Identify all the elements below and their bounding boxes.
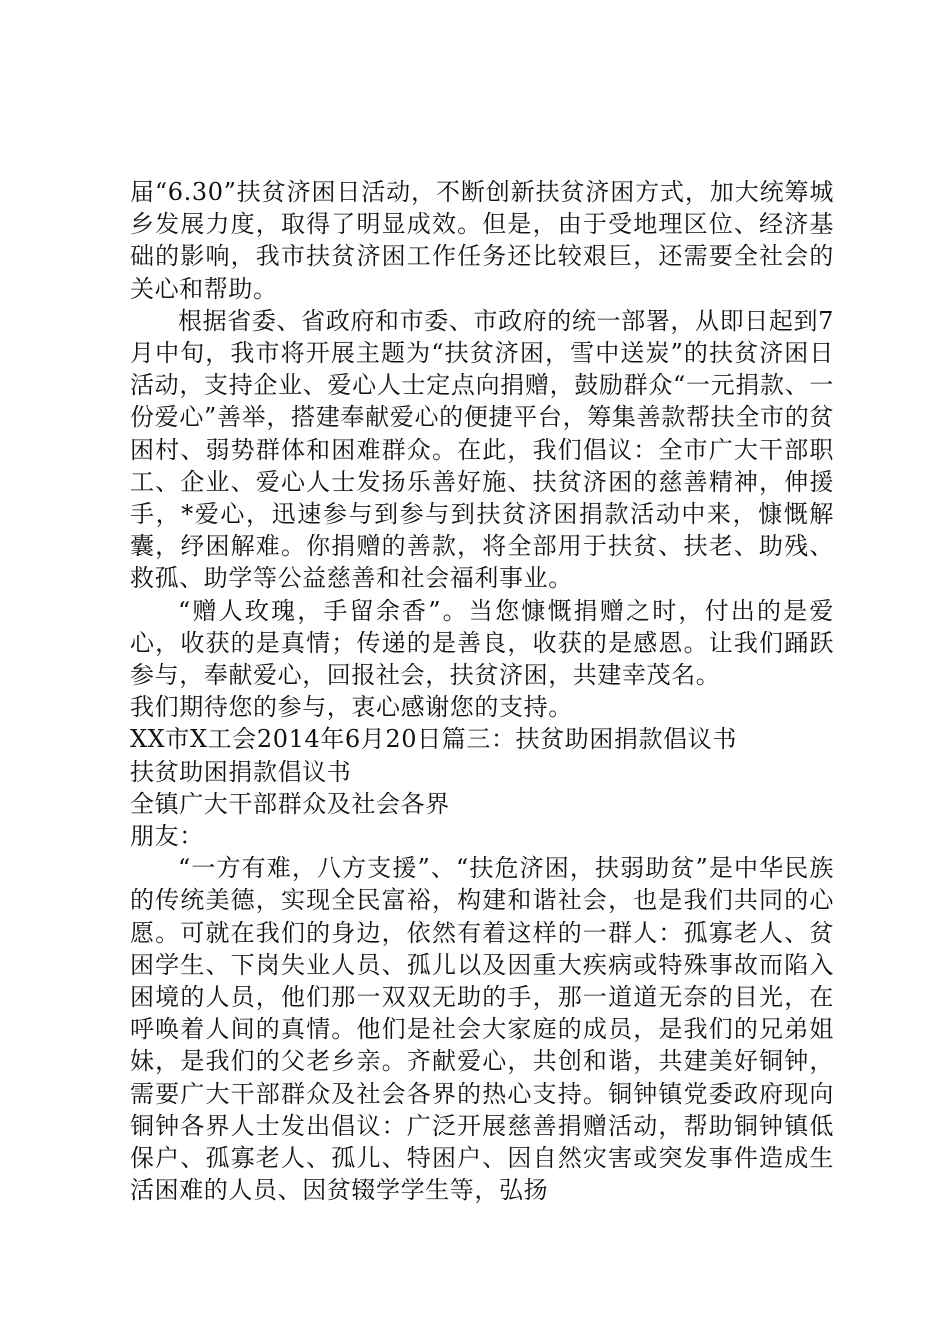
document-body xyxy=(130,176,834,1207)
paragraph-continuation: 届“6.30”扶贫济困日活动，不断创新扶贫济困方式，加大统筹城乡发展力度，取得了明显成效。但是，由于受地理区位、经济基础的影响，我市扶贫济困工作任务还比较艰巨，还需要全社会的关心和帮助。 xyxy=(130,178,834,303)
signature-line: XX市X工会2014年6月20日篇三：扶贫助困捐款倡议书 xyxy=(130,725,737,754)
paragraph-appeal: “一方有难，八方支援”、“扶危济困，扶弱助贫”是中华民族的传统美德，实现全民富裕，构建和谐社会，也是我们共同的心愿。可就在我们的身边，依然有着这样的一群人：孤寡老人、贫困学生、下岗失业人员、孤儿以及因重大疾病或特殊事故而陷入困境的人员，他们那一双双无助的手，那一道道无奈的目光，在呼唤着人间的真情。他们是社会大家庭的成员，是我们的兄弟姐妹，是我们的父老乡亲。齐献爱心，共创和谐，共建美好铜钟，需要广大干部群众及社会各界的热心支持。铜钟镇党委政府现向铜钟各界人士发出倡议：广泛开展慈善捐赠活动，帮助铜钟镇低保户、孤寡老人、孤儿、特困户、因自然灾害或突发事件造成生活困难的人员、因贫辍学学生等，弘扬 xyxy=(130,854,834,1205)
paragraph-deployment: 根据省委、省政府和市委、市政府的统一部署，从即日起到7月中旬，我市将开展主题为“扶贫济困，雪中送炭”的扶贫济困日活动，支持企业、爱心人士定点向捐赠，鼓励群众“一元捐款、一份爱心”善举，搭建奉献爱心的便捷平台，筹集善款帮扶全市的贫困村、弱势群体和困难群众。在此，我们倡议：全市广大干部职工、企业、爱心人士发扬乐善好施、扶贫济困的慈善精神，伸援手，*爱心，迅速参与到参与到扶贫济困捐款活动中来，慷慨解囊，纾困解难。你捐赠的善款，将全部用于扶贫、扶老、助残、救孤、助学等公益慈善和社会福利事业。 xyxy=(130,306,834,593)
paragraph-thanks: 我们期待您的参与，衷心感谢您的支持。 xyxy=(130,693,573,722)
document-title: 扶贫助困捐款倡议书 xyxy=(130,757,352,786)
paragraph-roses: “赠人玫瑰，手留余香”。当您慷慨捐赠之时，付出的是爱心，收获的是真情；传递的是善良，收获的是感恩。让我们踊跃参与，奉献爱心，回报社会，扶贫济困，共建幸茂名。 xyxy=(130,596,834,690)
salutation-friends: 朋友： xyxy=(130,822,204,851)
salutation-line: 全镇广大干部群众及社会各界 xyxy=(130,789,450,818)
